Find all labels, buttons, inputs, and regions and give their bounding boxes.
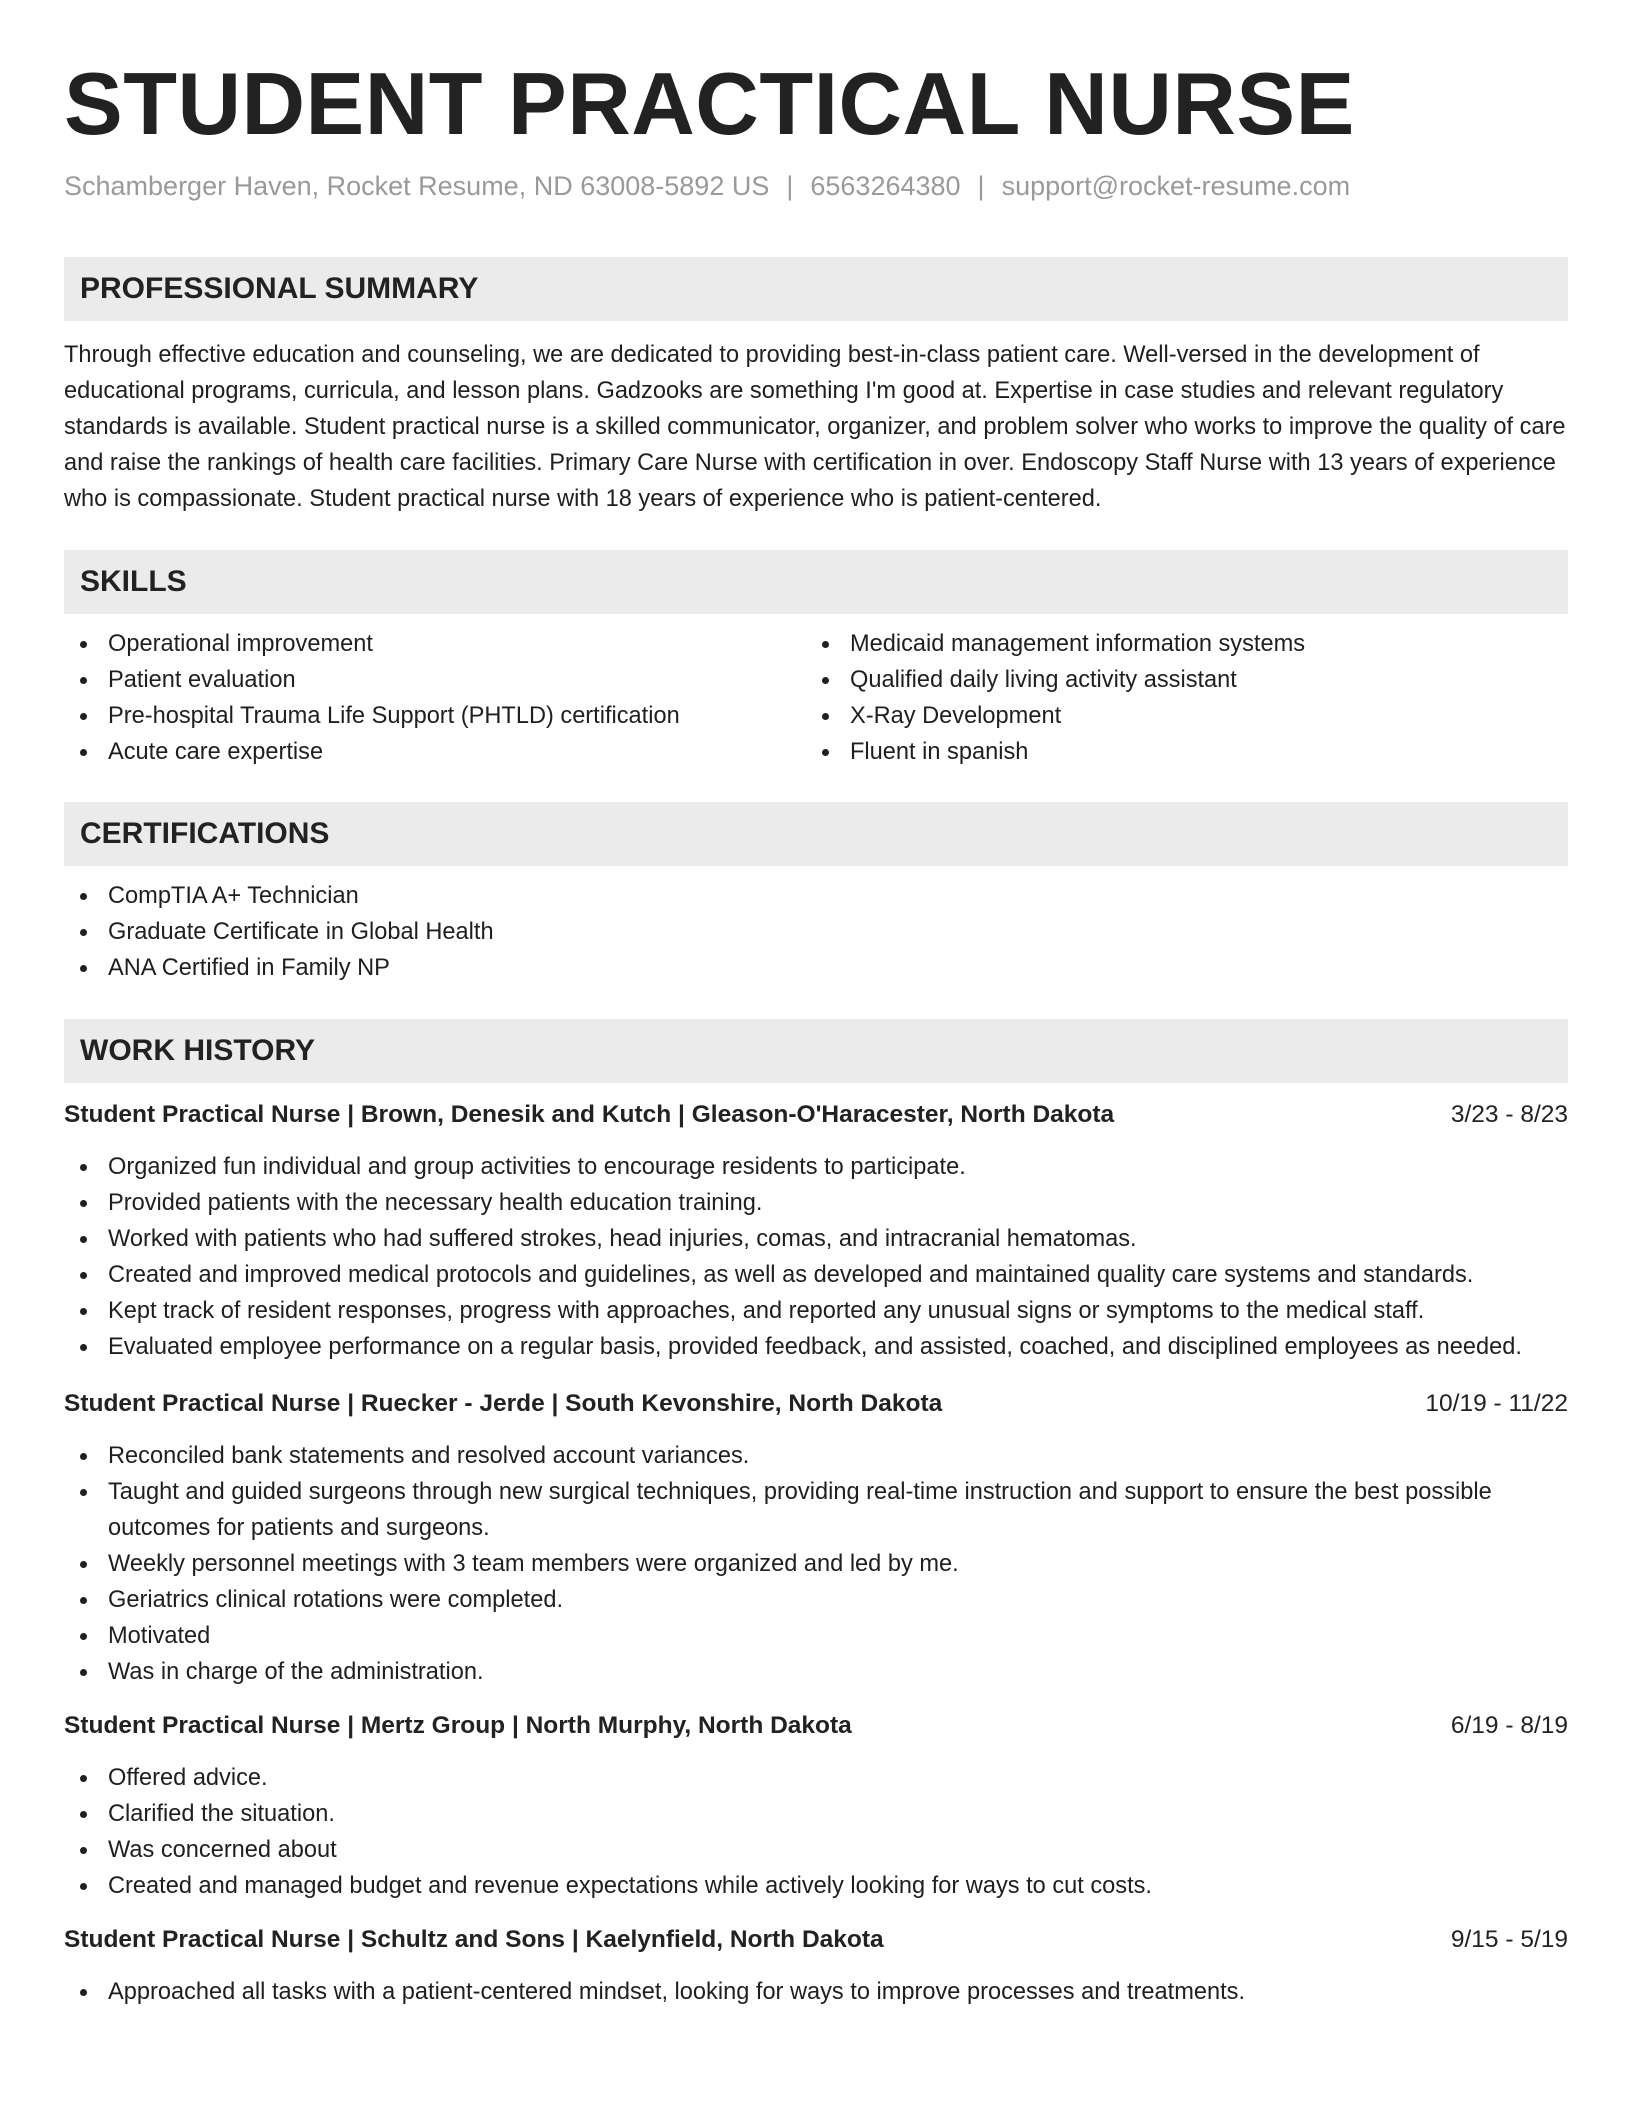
job-bullet: Geriatrics clinical rotations were completed. xyxy=(64,1582,1568,1618)
job-bullet: Motivated xyxy=(64,1618,1568,1654)
job-bullet: Offered advice. xyxy=(64,1760,1568,1796)
job-title: Student Practical Nurse | Schultz and Sons | Kaelynfield, North Dakota xyxy=(64,1926,884,1953)
skill-item: Qualified daily living activity assistant xyxy=(806,662,1568,698)
skill-item: Patient evaluation xyxy=(64,662,806,698)
contact-separator: | xyxy=(786,171,794,201)
job-bullet: Clarified the situation. xyxy=(64,1796,1568,1832)
skills-grid xyxy=(64,626,1568,770)
job-bullet: Worked with patients who had suffered strokes, head injuries, comas, and intracranial hematomas. xyxy=(64,1221,1568,1257)
job-header xyxy=(64,1386,1568,1422)
job-header xyxy=(64,1922,1568,1958)
job-header xyxy=(64,1708,1568,1744)
job-title: Student Practical Nurse | Mertz Group | North Murphy, North Dakota xyxy=(64,1712,852,1739)
skills-column-right xyxy=(806,626,1568,770)
job-bullet: Kept track of resident responses, progress with approaches, and reported any unusual signs or symptoms to the medical staff. xyxy=(64,1293,1568,1329)
job-bullets xyxy=(64,1438,1568,1690)
job-bullet: Created and managed budget and revenue expectations while actively looking for ways to cut costs. xyxy=(64,1868,1568,1904)
job-entry xyxy=(64,1922,1568,2010)
contact-email: support@rocket-resume.com xyxy=(1001,171,1351,201)
section-heading-certifications: CERTIFICATIONS xyxy=(64,802,1568,866)
skill-item: Fluent in spanish xyxy=(806,734,1568,770)
job-bullet: Taught and guided surgeons through new surgical techniques, providing real-time instruction and support to ensure the best possible outcomes for patients and surgeons. xyxy=(64,1474,1568,1546)
job-bullets xyxy=(64,1760,1568,1904)
skill-item: X-Ray Development xyxy=(806,698,1568,734)
job-bullet: Provided patients with the necessary health education training. xyxy=(64,1185,1568,1221)
job-entry xyxy=(64,1708,1568,1904)
job-bullet: Weekly personnel meetings with 3 team members were organized and led by me. xyxy=(64,1546,1568,1582)
job-bullet: Reconciled bank statements and resolved account variances. xyxy=(64,1438,1568,1474)
skill-item: Pre-hospital Trauma Life Support (PHTLD) certification xyxy=(64,698,806,734)
skills-column-left xyxy=(64,626,806,770)
job-header xyxy=(64,1097,1568,1133)
job-bullet: Evaluated employee performance on a regular basis, provided feedback, and assisted, coached, and disciplined employees as needed. xyxy=(64,1329,1568,1365)
section-heading-skills: SKILLS xyxy=(64,550,1568,614)
job-title: Student Practical Nurse | Ruecker - Jerde | South Kevonshire, North Dakota xyxy=(64,1390,943,1417)
section-heading-summary: PROFESSIONAL SUMMARY xyxy=(64,257,1568,321)
contact-address: Schamberger Haven, Rocket Resume, ND 63008-5892 US xyxy=(64,171,770,201)
contact-separator: | xyxy=(977,171,985,201)
section-heading-work-history: WORK HISTORY xyxy=(64,1019,1568,1083)
contact-phone: 6563264380 xyxy=(810,171,961,201)
certification-item: Graduate Certificate in Global Health xyxy=(64,914,1568,950)
job-dates: 6/19 - 8/19 xyxy=(1450,1712,1568,1739)
job-dates: 10/19 - 11/22 xyxy=(1425,1390,1568,1417)
job-dates: 9/15 - 5/19 xyxy=(1450,1926,1568,1953)
job-bullet: Organized fun individual and group activities to encourage residents to participate. xyxy=(64,1149,1568,1185)
certification-item: CompTIA A+ Technician xyxy=(64,878,1568,914)
job-entry xyxy=(64,1386,1568,1690)
job-bullet: Was in charge of the administration. xyxy=(64,1654,1568,1690)
job-dates: 3/23 - 8/23 xyxy=(1450,1101,1568,1128)
resume-name: STUDENT PRACTICAL NURSE xyxy=(64,54,1355,153)
job-bullet: Was concerned about xyxy=(64,1832,1568,1868)
job-bullets xyxy=(64,1974,1568,2010)
certification-item: ANA Certified in Family NP xyxy=(64,950,1568,986)
skill-item: Operational improvement xyxy=(64,626,806,662)
job-entry xyxy=(64,1097,1568,1365)
job-bullets xyxy=(64,1149,1568,1365)
job-bullet: Created and improved medical protocols and guidelines, as well as developed and maintained quality care systems and standards. xyxy=(64,1257,1568,1293)
contact-line xyxy=(64,168,1568,204)
certifications-list xyxy=(64,878,1568,986)
resume-page xyxy=(64,0,1568,2010)
job-bullet: Approached all tasks with a patient-centered mindset, looking for ways to improve processes and treatments. xyxy=(64,1974,1568,2010)
job-title: Student Practical Nurse | Brown, Denesik and Kutch | Gleason-O'Haracester, North Dakota xyxy=(64,1101,1115,1128)
summary-text: Through effective education and counseling, we are dedicated to providing best-in-class patient care. Well-versed in the development of educational programs, curricula, and lesson plans. Gadzooks are something I'm good at. Expertise in case studies and relevant regulatory standards is available. Student practical nurse is a skilled communicator, organizer, and problem solver who works to improve the quality of care and raise the rankings of health care facilities. Primary Care Nurse with certification in over. Endoscopy Staff Nurse with 13 years of experience who is compassionate. Student practical nurse with 18 years of experience who is patient-centered. xyxy=(64,342,1566,512)
skill-item: Acute care expertise xyxy=(64,734,806,770)
skill-item: Medicaid management information systems xyxy=(806,626,1568,662)
